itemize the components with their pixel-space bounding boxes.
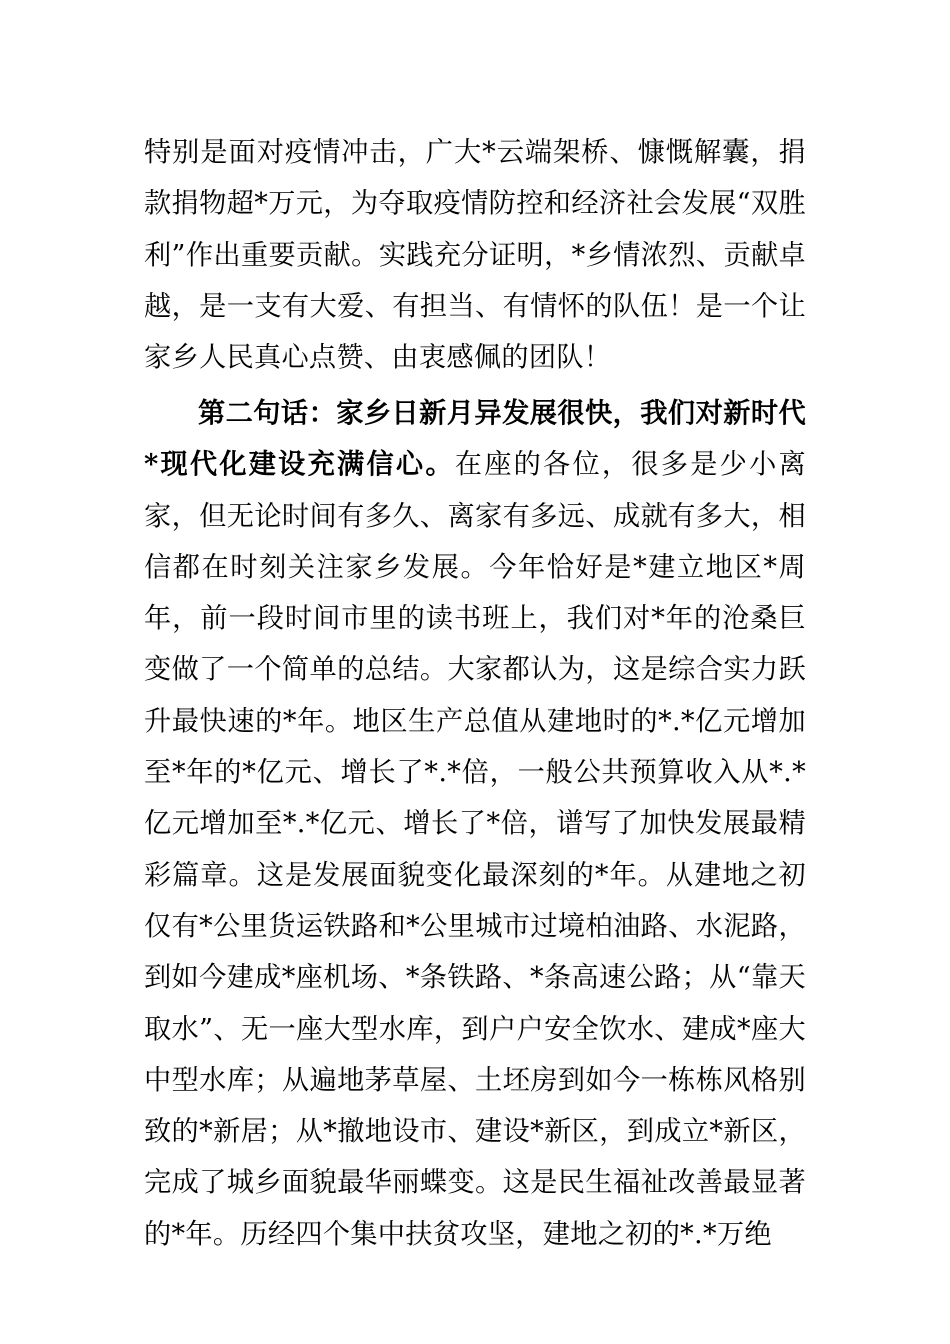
paragraph-1-text: 特别是面对疫情冲击，广大*云端架桥、慷慨解囊，捐款捐物超*万元，为夺取疫情防控和经济社会发展“双胜利”作出重要贡献。实践充分证明，*乡情浓烈、贡献卓越，是一支有大爱、有担当、有情怀的队伍！是一个让家乡人民真心点赞、由衷感佩的团队！ (144, 137, 806, 374)
paragraph-2-body: 在座的各位，很多是少小离家，但无论时间有多久、离家有多远、成就有多大，相信都在时刻关注家乡发展。今年恰好是*建立地区*周年，前一段时间市里的读书班上，我们对*年的沧桑巨变做了一个简单的总结。大家都认为，这是综合实力跃升最快速的*年。地区生产总值从建地时的*.*亿元增加至*年的*亿元、增长了*.*倍，一般公共预算收入从*.*亿元增加至*.*亿元、增长了*倍，谱写了加快发展最精彩篇章。这是发展面貌变化最深刻的*年。从建地之初仅有*公里货运铁路和*公里城市过境柏油路、水泥路，到如今建成*座机场、*条铁路、*条高速公路；从“靠天取水”、无一座大型水库，到户户安全饮水、建成*座大中型水库；从遍地茅草屋、土坯房到如今一栋栋风格别致的*新居；从*撤地设市、建设*新区，到成立*新区，完成了城乡面貌最华丽蝶变。这是民生福祉改善最显著的*年。历经四个集中扶贫攻坚，建地之初的*.*万绝 (144, 449, 806, 1250)
paragraph-1 (144, 127, 806, 383)
paragraph-2-lead: 第二句话：家乡日新月异发展很快，我们对新时代*现代化建设充满信心。 (144, 397, 806, 481)
paragraph-2 (144, 388, 806, 1260)
